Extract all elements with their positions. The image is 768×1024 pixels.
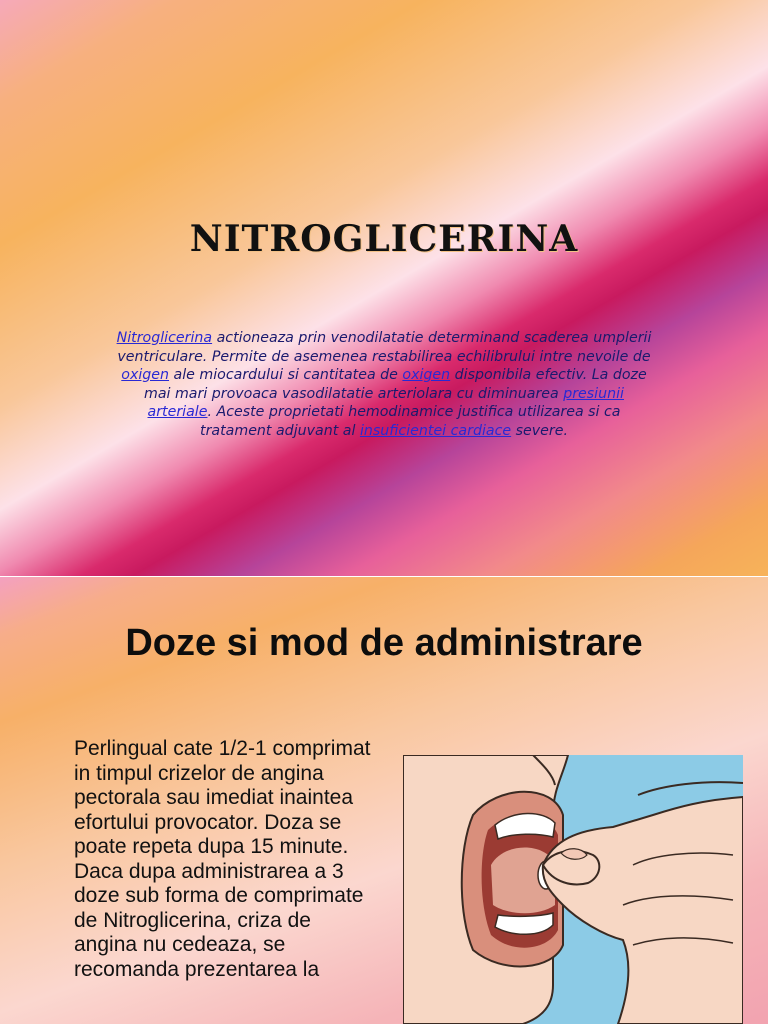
paragraph-text: disponibila efectiv. La doze mai mari provoaca vasodilatatie arteriolara cu diminuarea bbox=[144, 367, 647, 402]
link-insuficientei-cardiace[interactable]: insuficientei cardiace bbox=[359, 422, 512, 439]
paragraph-text: ale miocardului si cantitatea de bbox=[169, 367, 403, 383]
slide-1-title: NITROGLICERINA bbox=[189, 218, 579, 260]
paragraph-text: . Aceste proprietati hemodinamice justifica utilizarea si ca tratament adjuvant al bbox=[200, 404, 621, 439]
slide-1-paragraph bbox=[114, 329, 654, 440]
link-oxigen-2[interactable]: oxigen bbox=[402, 367, 451, 383]
paragraph-text: severe. bbox=[511, 422, 568, 439]
link-nitroglicerina[interactable]: Nitroglicerina bbox=[116, 330, 213, 346]
link-presiunii-arteriale[interactable]: presiunii arteriale bbox=[147, 385, 624, 420]
slide-2-title: Doze si mod de administrare bbox=[125, 622, 643, 664]
sublingual-tablet-illustration bbox=[403, 755, 743, 1024]
slide-2-body: Perlingual cate 1/2-1 comprimat in timpul crizelor de angina pectorala sau imediat inaintea efortului provocator. Doza se poate repeta dupa 15 minute. Daca dupa administrarea a 3 doze sub forma de comprimate de Nitroglicerina, criza de angina nu cedeaza, se recomanda prezentarea la bbox=[74, 737, 371, 981]
link-oxigen-1[interactable]: oxigen bbox=[121, 367, 170, 383]
paragraph-text: actioneaza prin venodilatatie determinand scaderea umplerii ventriculare. Permite de asemenea restabilirea echilibrului intre nevoile de bbox=[117, 330, 652, 365]
